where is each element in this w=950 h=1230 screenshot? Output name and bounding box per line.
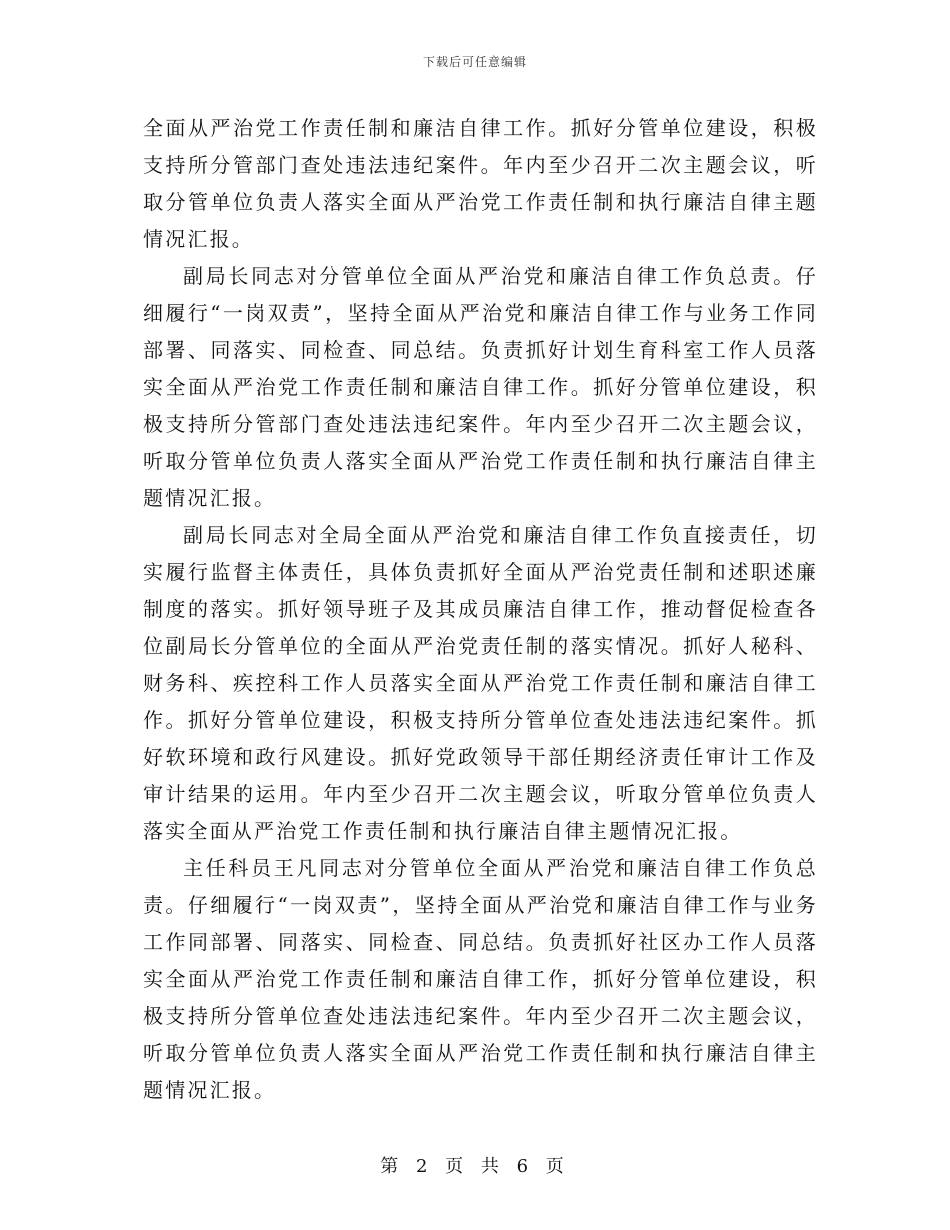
page-number-footer: 第 2 页 共 6 页 xyxy=(380,1156,570,1177)
page-header: 下载后可任意编辑 xyxy=(422,55,527,69)
document-body xyxy=(143,110,818,1109)
paragraph: 副局长同志对分管单位全面从严治党和廉洁自律工作负总责。仔细履行“一岗双责”，坚持全面从严治党和廉洁自律工作与业务工作同部署、同落实、同检查、同总结。负责抓好计划生育科室工作人员落实全面从严治党工作责任制和廉洁自律工作。抓好分管单位建设，积极支持所分管部门查处违法违纪案件。年内至少召开二次主题会议，听取分管单位负责人落实全面从严治党工作责任制和执行廉洁自律主题情况汇报。 xyxy=(143,264,818,510)
paragraph: 主任科员王凡同志对分管单位全面从严治党和廉洁自律工作负总责。仔细履行“一岗双责”，坚持全面从严治党和廉洁自律工作与业务工作同部署、同落实、同检查、同总结。负责抓好社区办工作人员落实全面从严治党工作责任制和廉洁自律工作，抓好分管单位建设，积极支持所分管单位查处违法违纪案件。年内至少召开二次主题会议，听取分管单位负责人落实全面从严治党工作责任制和执行廉洁自律主题情况汇报。 xyxy=(143,856,818,1102)
paragraph: 副局长同志对全局全面从严治党和廉洁自律工作负直接责任，切实履行监督主体责任，具体负责抓好全面从严治党责任制和述职述廉制度的落实。抓好领导班子及其成员廉洁自律工作，推动督促检查各位副局长分管单位的全面从严治党责任制的落实情况。抓好人秘科、财务科、疾控科工作人员落实全面从严治党工作责任制和廉洁自律工作。抓好分管单位建设，积极支持所分管单位查处违法违纪案件。抓好软环境和政行风建设。抓好党政领导干部任期经济责任审计工作及审计结果的运用。年内至少召开二次主题会议，听取分管单位负责人落实全面从严治党工作责任制和执行廉洁自律主题情况汇报。 xyxy=(143,523,818,843)
paragraph-continued: 全面从严治党工作责任制和廉洁自律工作。抓好分管单位建设，积极支持所分管部门查处违法违纪案件。年内至少召开二次主题会议，听取分管单位负责人落实全面从严治党工作责任制和执行廉洁自律主题情况汇报。 xyxy=(143,116,818,251)
